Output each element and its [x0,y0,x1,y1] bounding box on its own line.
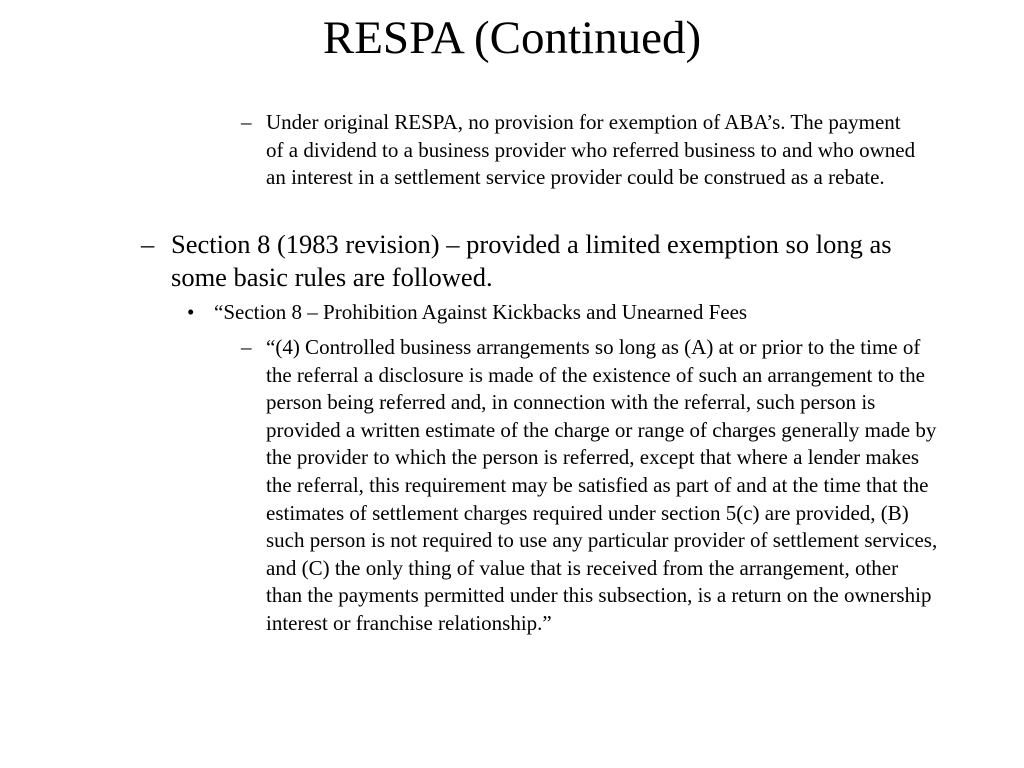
dash-marker: – [241,335,252,359]
list-item-text: “Section 8 – Prohibition Against Kickbacks and Unearned Fees [214,300,748,324]
list-item-text: Section 8 (1983 revision) – provided a limited exemption so long as some basic rules are followed. [171,229,892,292]
list-item-quote-body [241,334,961,638]
slide-title: RESPA (Continued) [322,12,702,64]
list-item-section-8 [141,228,951,293]
dash-marker: – [241,110,252,134]
list-item-original-respa [241,109,941,192]
list-item-quote-heading [187,299,947,326]
list-item-text: “(4) Controlled business arrangements so long as (A) at or prior to the time of the referral a disclosure is made of the existence of such an arrangement to the person being referred and, in connection with the referral, such person is provided a written estimate of the charge or range of charges generally made by the provider to which the person is referred, except that where a lender makes the referral, this requirement may be satisfied as part of and at the time that the estimates of settlement charges required under section 5(c) are provided, (B) such person is not required to use any particular provider of settlement services, and (C) the only thing of value that is received from the arrangement, other than the payments permitted under this subsection, is a return on the ownership interest or franchise relationship.” [266,335,938,635]
dash-marker: – [141,229,155,259]
bullet-marker: • [187,300,195,324]
list-item-text: Under original RESPA, no provision for exemption of ABA’s. The payment of a dividend to a business provider who referred business to and who owned an interest in a settlement service provider could be construed as a rebate. [266,110,916,190]
